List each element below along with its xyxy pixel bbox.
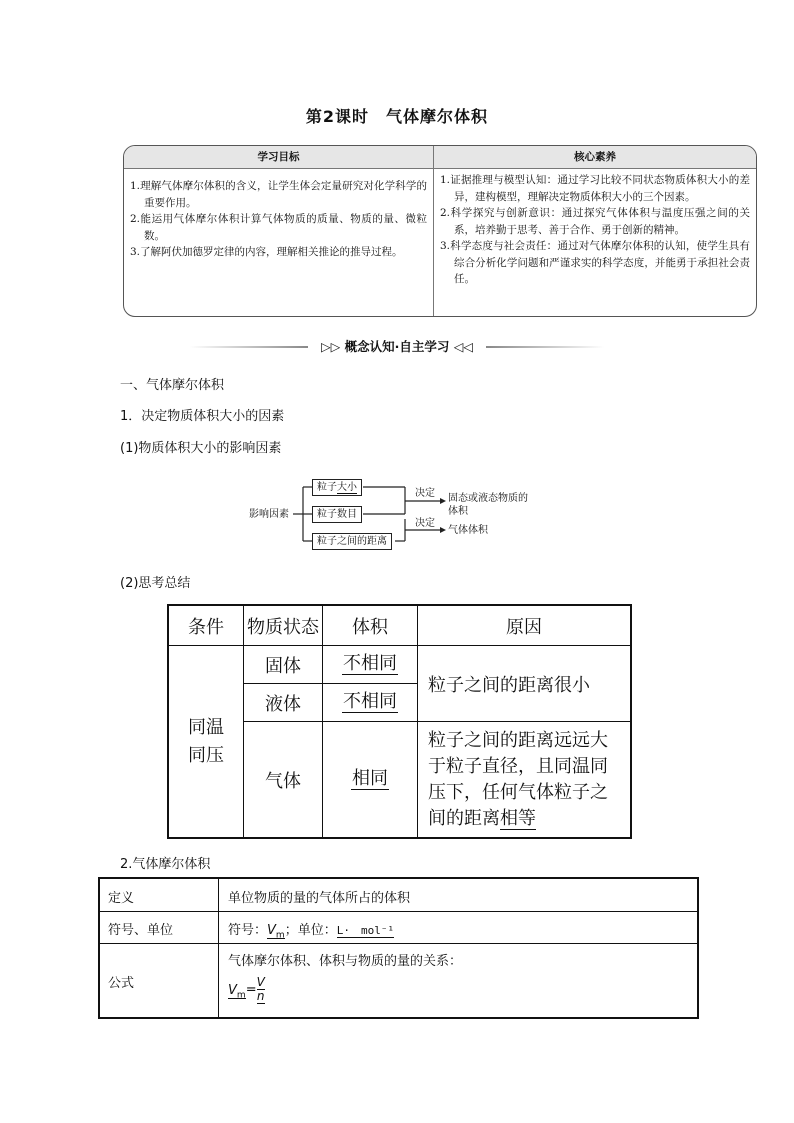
reason-line: 压下，任何气体粒子之	[428, 781, 608, 803]
header-cell: 条件	[188, 616, 224, 638]
diagram-root-label: 影响因素	[249, 509, 289, 520]
banner-left-rule	[190, 346, 308, 348]
decide-label: 决定	[415, 488, 435, 499]
section-banner	[190, 336, 604, 358]
condition-cell	[169, 646, 243, 837]
formula-label: 公式	[108, 976, 135, 991]
unit-answer: L· mol⁻¹	[336, 924, 395, 937]
state-cell: 气体	[265, 770, 301, 792]
factor-answer: 大小	[337, 482, 357, 493]
state-cell: 固体	[265, 655, 301, 677]
molar-volume-table	[98, 877, 699, 1019]
literacy-item: 2.科学探究与创新意识：通过探究气体体积与温度压强之间的关系，培养勤于思考、善于合作、勇于创新的精神。	[440, 207, 750, 236]
banner-right-arrow-icon: ◁◁	[449, 339, 473, 354]
subsection-heading: 1．决定物质体积大小的因素	[120, 409, 285, 424]
definition-value: 单位物质的量的气体所占的体积	[228, 891, 411, 906]
row-divider	[100, 911, 697, 912]
volume-answer: 不相同	[343, 691, 397, 712]
diagram-connectors	[245, 475, 545, 550]
goal-item: 2.能运用气体摩尔体积计算气体物质的质量、物质的量、微粒数。	[130, 213, 427, 242]
reason-cell	[418, 722, 630, 837]
reason-line: 粒子之间的距离远远大	[428, 729, 608, 751]
reason-line: 间的距离相等	[428, 807, 536, 829]
banner-left-arrow-icon: ▷▷	[321, 339, 345, 354]
literacy-item: 3.科学态度与社会责任：通过对气体摩尔体积的认知，使学生具有综合分析化学问题和严谨求实的科学态度，并能勇于承担社会责任。	[440, 240, 750, 285]
banner-title: 概念认知·自主学习	[344, 339, 450, 354]
definition-label: 定义	[108, 891, 135, 906]
formula-expression: $V_m=$ $\frac{V}{n}$	[228, 975, 265, 1003]
volume-cell	[323, 722, 417, 837]
state-cell: 液体	[265, 693, 301, 715]
volume-cell	[323, 646, 417, 683]
column-divider	[433, 146, 434, 316]
objectives-box	[123, 145, 757, 317]
learning-goals-list	[130, 178, 427, 261]
symbol-unit-value: 符号：$V_m$；单位：L· mol⁻¹	[228, 923, 395, 941]
page-title: 第2课时 气体摩尔体积	[305, 107, 489, 126]
condition-line: 同压	[188, 744, 224, 766]
result-gas-volume: 气体体积	[448, 525, 488, 536]
factor-particle-distance-box: 粒子之间的距离	[312, 533, 392, 550]
volume-answer: 相同	[352, 768, 388, 789]
goal-item: 3.了解阿伏加德罗定律的内容，理解相关推论的推导过程。	[130, 246, 403, 258]
formula-fraction: $\frac{V}{n}$	[256, 975, 265, 1003]
factor-diagram	[245, 475, 545, 550]
header-cell: 物质状态	[247, 616, 319, 638]
core-literacy-header: 核心素养	[434, 146, 756, 169]
reason-line: 于粒子直径，且同温同	[428, 755, 608, 777]
subsection-heading: (2)思考总结	[120, 576, 191, 591]
literacy-item: 1.证据推理与模型认知：通过学习比较不同状态物质体积大小的差异，建构模型，理解决定物质体积大小的三个因素。	[440, 174, 750, 203]
core-literacy-list	[440, 172, 750, 288]
factor-prefix: 粒子	[317, 482, 337, 493]
result-solid-liquid-line2: 体积	[448, 506, 468, 517]
goal-item: 1.理解气体摩尔体积的含义，让学生体会定量研究对化学科学的重要作用。	[130, 180, 427, 209]
col-divider	[218, 879, 219, 1017]
formula-description: 气体摩尔体积、体积与物质的量的关系：	[228, 954, 463, 969]
volume-answer: 不相同	[343, 653, 397, 674]
result-solid-liquid-line1: 固态或液态物质的	[448, 493, 528, 504]
summary-table	[167, 604, 632, 839]
decide-label: 决定	[415, 518, 435, 529]
condition-line: 同温	[188, 716, 224, 738]
header-cell: 原因	[506, 616, 542, 638]
factor-particle-size-box	[312, 479, 362, 496]
volume-cell	[323, 684, 417, 721]
symbol-answer: $V_m$	[267, 923, 285, 941]
subsection-heading: 2.气体摩尔体积	[120, 857, 211, 872]
subsection-heading: (1)物质体积大小的影响因素	[120, 441, 282, 456]
symbol-unit-label: 符号、单位	[108, 923, 174, 938]
header-cell: 体积	[352, 616, 388, 638]
section-heading: 一、气体摩尔体积	[120, 378, 225, 393]
banner-right-rule	[486, 346, 604, 348]
learning-goals-header: 学习目标	[124, 146, 433, 169]
reason-answer: 相等	[500, 807, 536, 829]
reason-cell: 粒子之间的距离很小	[428, 674, 590, 696]
row-divider	[100, 943, 697, 944]
factor-particle-count-box: 粒子数目	[312, 506, 362, 523]
